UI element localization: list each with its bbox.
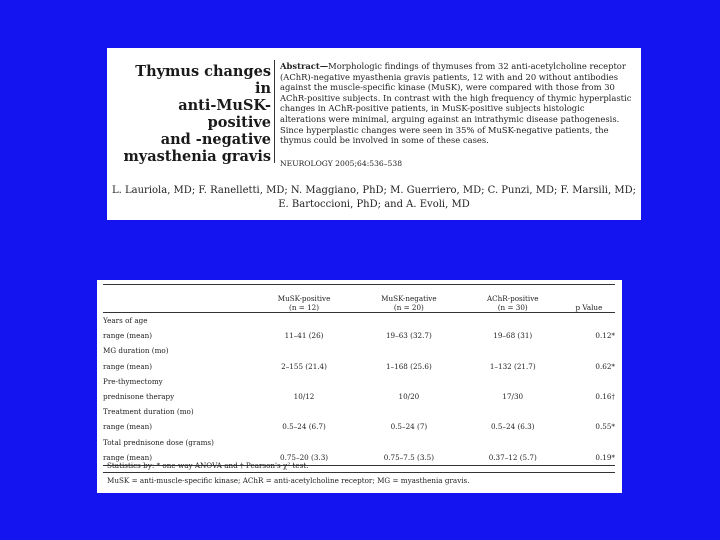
p-value-cell: 0.55* (595, 422, 615, 432)
article-header-panel (107, 48, 641, 220)
row-label: range (mean) (103, 422, 153, 432)
abstract-divider (274, 60, 275, 163)
p-value-cell (563, 343, 615, 358)
row-label: MG duration (mo) (103, 346, 169, 356)
authors-line: L. Lauriola, MD; F. Ranelletti, MD; N. Maggiano, PhD; M. Guerriero, MD; C. Punzi, MD; F. Marsili, MD; (112, 185, 636, 196)
footnote-abbreviations: MuSK = anti-muscle-specific kinase; AChR = anti-acetylcholine receptor; MG = myasthenia gravis. (107, 476, 470, 485)
table-body (103, 313, 615, 466)
p-value-cell: 0.62* (595, 361, 615, 371)
table-cell: 10/20 (398, 392, 420, 402)
row-label: Total prednisone dose (grams) (103, 437, 214, 447)
column-header-musk-positive: MuSK-positive (n = 12) (277, 294, 331, 312)
table-cell (253, 343, 355, 358)
table-cell (253, 313, 355, 329)
table-row (103, 435, 615, 450)
column-header-p-value: p Value (575, 303, 603, 312)
table-cell: 19–63 (32.7) (385, 331, 432, 341)
p-value-cell (563, 374, 615, 389)
table-cell (463, 374, 563, 389)
citation: NEUROLOGY 2005;64:536–538 (280, 159, 403, 168)
article-title (123, 63, 271, 165)
title-line: anti-MuSK-positive (178, 97, 271, 131)
title-line: Thymus changes in (135, 63, 271, 97)
table-row (103, 359, 615, 374)
authors (107, 184, 641, 212)
results-table (103, 284, 615, 466)
table-cell (463, 435, 563, 450)
table-cell (355, 343, 463, 358)
table-cell (355, 435, 463, 450)
table-cell (355, 374, 463, 389)
p-value-cell (563, 404, 615, 419)
title-line: and -negative (160, 131, 271, 148)
table-cell (253, 404, 355, 419)
p-value-cell: 0.12* (595, 331, 615, 341)
table-cell: 0.5–24 (6.3) (490, 422, 535, 432)
table-cell: 1–132 (21.7) (489, 361, 536, 371)
row-label: range (mean) (103, 331, 153, 341)
table-row (103, 404, 615, 419)
abstract-label: Abstract— (280, 61, 329, 71)
table-cell: 11–41 (26) (284, 331, 324, 341)
table-cell (253, 435, 355, 450)
table-row (103, 389, 615, 404)
table-cell: 0.75–20 (3.3) (280, 452, 329, 462)
row-label: prednisone therapy (103, 392, 175, 402)
table-cell: 0.75–7.5 (3.5) (383, 452, 435, 462)
results-table-panel (97, 280, 622, 493)
table-cell: 17/30 (502, 392, 524, 402)
table-row (103, 343, 615, 358)
table-cell: 1–168 (25.6) (385, 361, 432, 371)
table-cell: 2–155 (21.4) (281, 361, 327, 371)
abstract (280, 61, 632, 146)
table-row (103, 328, 615, 343)
row-label: Pre-thymectomy (103, 376, 163, 386)
table-row (103, 374, 615, 389)
footnote-statistics: Statistics by: * one-way ANOVA and † Pearson's χ² test. (107, 461, 309, 470)
column-header-blank (103, 285, 253, 313)
column-header-musk-negative: MuSK-negative (n = 20) (381, 294, 437, 312)
table-header-row (103, 285, 615, 313)
table-cell: 0.5–24 (7) (390, 422, 428, 432)
table-cell (355, 404, 463, 419)
abstract-text: Morphologic findings of thymuses from 32 anti-acetylcholine receptor (AChR)-negative myasthenia gravis patients, 12 with and 20 without antibodies against the muscle-specific kinase (MuSK), were compared with those from 30 AChR-positive subjects. In contrast with the high frequency of thymic hyperplastic changes in AChR-positive patients, in MuSK-positive subjects histologic alterations were minimal, arguing against an intrathymic disease pathogenesis. Since hyperplastic changes were seen in 35% of MuSK-negative patients, the thymus could be involved in some of these cases. (280, 61, 632, 146)
row-label: range (mean) (103, 361, 153, 371)
title-line: myasthenia gravis (123, 148, 271, 165)
column-header-achr-positive: AChR-positive (n = 30) (486, 294, 539, 312)
table-cell: 19–68 (31) (493, 331, 533, 341)
table-cell (463, 313, 563, 329)
row-label: range (mean) (103, 452, 153, 462)
row-label: Years of age (103, 316, 148, 326)
table-cell (463, 404, 563, 419)
p-value-cell (563, 313, 615, 329)
table-cell: 0.5–24 (6.7) (282, 422, 326, 432)
footnote-divider (103, 472, 615, 473)
authors-line: E. Bartoccioni, PhD; and A. Evoli, MD (278, 199, 470, 210)
table-cell: 0.37–12 (5.7) (488, 452, 537, 462)
p-value-cell (563, 435, 615, 450)
row-label: Treatment duration (mo) (103, 407, 194, 417)
table-cell (463, 343, 563, 358)
table-row (103, 419, 615, 434)
table-row (103, 313, 615, 329)
p-value-cell: 0.16† (595, 392, 615, 402)
table-cell (355, 313, 463, 329)
table-cell: 10/12 (293, 392, 315, 402)
p-value-cell: 0.19* (595, 452, 615, 462)
table-cell (253, 374, 355, 389)
